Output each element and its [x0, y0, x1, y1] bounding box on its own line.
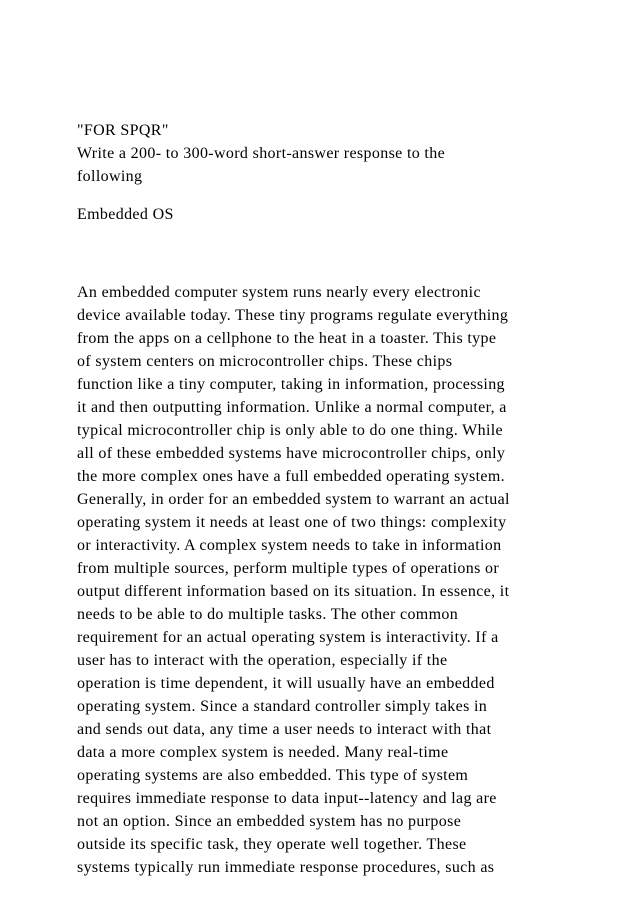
body-line: not an option. Since an embedded system has no purpose — [77, 813, 462, 830]
body-line: outside its specific task, they operate well together. These — [77, 836, 467, 853]
assignment-prompt — [77, 119, 617, 188]
body-line: output different information based on its situation. In essence, it — [77, 583, 510, 600]
body-line: requirement for an actual operating system is interactivity. If a — [77, 629, 499, 646]
body-line: requires immediate response to data input--latency and lag are — [77, 790, 497, 807]
prompt-line: "FOR SPQR" — [77, 122, 169, 139]
body-line: of system centers on microcontroller chips. These chips — [77, 353, 453, 370]
body-line: all of these embedded systems have microcontroller chips, only — [77, 445, 506, 462]
section-title: Embedded OS — [77, 206, 174, 223]
body-line: device available today. These tiny programs regulate everything — [77, 307, 509, 324]
section-heading — [77, 203, 617, 226]
prompt-line: following — [77, 168, 143, 185]
body-line: the more complex ones have a full embedded operating system. — [77, 468, 505, 485]
body-line: data a more complex system is needed. Many real-time — [77, 744, 449, 761]
body-line: from multiple sources, perform multiple types of operations or — [77, 560, 500, 577]
body-line: operating system. Since a standard controller simply takes in — [77, 698, 488, 715]
body-line: or interactivity. A complex system needs to take in information — [77, 537, 502, 554]
body-line: operation is time dependent, it will usually have an embedded — [77, 675, 495, 692]
body-line: operating system it needs at least one of two things: complexity — [77, 514, 507, 531]
body-line: function like a tiny computer, taking in information, processing — [77, 376, 505, 393]
prompt-line: Write a 200- to 300-word short-answer response to the — [77, 145, 446, 162]
body-line: systems typically run immediate response procedures, such as — [77, 859, 495, 876]
body-line: it and then outputting information. Unlike a normal computer, a — [77, 399, 507, 416]
body-line: typical microcontroller chip is only able to do one thing. While — [77, 422, 504, 439]
body-paragraph — [77, 281, 617, 879]
body-line: operating systems are also embedded. This type of system — [77, 767, 469, 784]
body-line: and sends out data, any time a user needs to interact with that — [77, 721, 492, 738]
body-line: An embedded computer system runs nearly every electronic — [77, 284, 481, 301]
body-line: user has to interact with the operation, especially if the — [77, 652, 448, 669]
body-line: from the apps on a cellphone to the heat in a toaster. This type — [77, 330, 497, 347]
body-line: needs to be able to do multiple tasks. The other common — [77, 606, 459, 623]
body-line: Generally, in order for an embedded system to warrant an actual — [77, 491, 510, 508]
